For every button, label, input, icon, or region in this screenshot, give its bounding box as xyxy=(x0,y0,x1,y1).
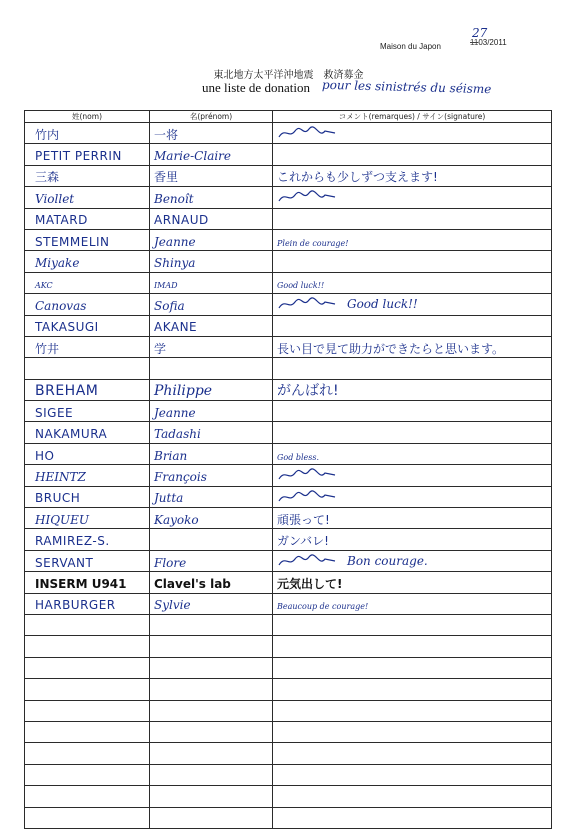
table-row xyxy=(25,721,552,742)
cell-prenom xyxy=(150,208,273,229)
cell-nom xyxy=(25,422,150,443)
table-row xyxy=(25,144,552,165)
cell-nom xyxy=(25,700,150,721)
cell-prenom xyxy=(150,379,273,400)
cell-nom xyxy=(25,315,150,336)
handwritten-prenom: AKANE xyxy=(154,320,198,335)
cell-nom xyxy=(25,721,150,742)
handwritten-remarque: 頑張って! xyxy=(277,512,330,527)
cell-prenom xyxy=(150,486,273,507)
cell-prenom xyxy=(150,614,273,635)
handwritten-nom: HIQUEU xyxy=(35,512,90,527)
cell-remarque xyxy=(273,251,552,272)
table-row xyxy=(25,379,552,400)
cell-nom xyxy=(25,336,150,357)
handwritten-prenom: Brian xyxy=(154,448,188,463)
cell-nom xyxy=(25,229,150,250)
cell-nom xyxy=(25,401,150,422)
cell-prenom xyxy=(150,422,273,443)
cell-nom xyxy=(25,144,150,165)
handwritten-remarque: Beaucoup de courage! xyxy=(277,602,369,612)
column-header-prenom: 名(prénom) xyxy=(150,111,273,123)
cell-remarque xyxy=(273,508,552,529)
cell-nom xyxy=(25,550,150,571)
cell-nom xyxy=(25,251,150,272)
table-row xyxy=(25,700,552,721)
handwritten-prenom: François xyxy=(154,469,207,484)
cell-prenom xyxy=(150,529,273,550)
column-header-remarque: コメント(remarques) / サイン(signature) xyxy=(273,111,552,123)
handwritten-nom: MATARD xyxy=(35,213,88,228)
table-row xyxy=(25,187,552,208)
cell-remarque xyxy=(273,187,552,208)
handwritten-prenom: Tadashi xyxy=(154,427,201,442)
signature-scribble xyxy=(277,189,337,205)
handwritten-nom: 三森 xyxy=(35,170,60,185)
title-french: une liste de donation xyxy=(202,80,310,95)
date-rest: 03/2011 xyxy=(478,38,507,47)
cell-prenom xyxy=(150,721,273,742)
handwritten-nom xyxy=(29,812,35,826)
cell-remarque xyxy=(273,486,552,507)
handwritten-nom: BREHAM xyxy=(35,383,99,400)
signature-group xyxy=(277,489,547,505)
handwritten-nom xyxy=(29,363,35,377)
cell-remarque xyxy=(273,786,552,807)
handwritten-prenom: 一将 xyxy=(154,127,179,142)
cell-nom xyxy=(25,593,150,614)
cell-prenom xyxy=(150,144,273,165)
handwritten-nom xyxy=(29,748,35,762)
handwritten-prenom: Philippe xyxy=(154,383,213,400)
cell-nom xyxy=(25,208,150,229)
cell-prenom xyxy=(150,294,273,315)
handwritten-remarque: これからも少しずつ支えます! xyxy=(277,170,438,185)
signature-scribble xyxy=(277,467,337,483)
handwritten-prenom: IMAD xyxy=(154,281,178,291)
cell-nom xyxy=(25,294,150,315)
cell-remarque xyxy=(273,679,552,700)
cell-prenom xyxy=(150,636,273,657)
cell-prenom xyxy=(150,272,273,293)
handwritten-remarque: Good luck!! xyxy=(277,281,325,291)
cell-nom xyxy=(25,358,150,379)
cell-prenom xyxy=(150,187,273,208)
cell-remarque xyxy=(273,700,552,721)
table-row xyxy=(25,807,552,828)
handwritten-remarque: Good luck!! xyxy=(347,297,418,312)
handwritten-prenom: 香里 xyxy=(154,170,179,185)
signature-group xyxy=(277,189,547,205)
table-row xyxy=(25,422,552,443)
handwritten-prenom: Jeanne xyxy=(154,234,196,249)
handwritten-nom xyxy=(29,662,35,676)
handwritten-remarque: Bon courage. xyxy=(347,554,428,568)
cell-prenom xyxy=(150,679,273,700)
cell-nom xyxy=(25,187,150,208)
cell-prenom xyxy=(150,508,273,529)
handwritten-nom: HO xyxy=(35,448,55,463)
table-row xyxy=(25,508,552,529)
cell-nom xyxy=(25,807,150,828)
handwritten-nom: HARBURGER xyxy=(35,598,116,613)
table-row xyxy=(25,529,552,550)
cell-prenom xyxy=(150,336,273,357)
cell-nom xyxy=(25,572,150,593)
handwritten-remarque: がんばれ! xyxy=(277,382,339,399)
cell-remarque xyxy=(273,657,552,678)
column-header-nom: 姓(nom) xyxy=(25,111,150,123)
handwritten-remarque: 元気出して! xyxy=(277,576,343,591)
cell-remarque xyxy=(273,358,552,379)
cell-remarque xyxy=(273,401,552,422)
handwritten-prenom: Sylvie xyxy=(154,598,191,613)
handwritten-remarque: 長い目で見て助力ができたらと思います。 xyxy=(277,341,505,356)
handwritten-prenom: Jutta xyxy=(154,491,184,506)
cell-nom xyxy=(25,764,150,785)
handwritten-remarque: ガンバレ! xyxy=(277,534,329,549)
handwritten-nom: Miyake xyxy=(35,256,80,271)
handwritten-nom: 竹井 xyxy=(35,341,60,356)
table-row xyxy=(25,465,552,486)
table-row xyxy=(25,443,552,464)
cell-remarque xyxy=(273,764,552,785)
table-row xyxy=(25,486,552,507)
cell-remarque xyxy=(273,465,552,486)
cell-prenom xyxy=(150,315,273,336)
table-row xyxy=(25,593,552,614)
table-row xyxy=(25,272,552,293)
handwritten-nom: BRUCH xyxy=(35,491,81,506)
handwritten-nom: RAMIREZ-S. xyxy=(35,534,110,549)
handwritten-nom xyxy=(29,791,35,805)
handwritten-nom: SERVANT xyxy=(35,555,94,570)
handwritten-prenom: Marie-Claire xyxy=(154,149,232,164)
handwritten-prenom: Jeanne xyxy=(154,405,196,420)
title-japanese: 東北地方太平洋沖地震 救済募金 xyxy=(213,70,364,81)
cell-nom xyxy=(25,679,150,700)
handwritten-nom xyxy=(29,620,35,634)
signature-group xyxy=(277,553,547,569)
cell-prenom xyxy=(150,700,273,721)
table-row xyxy=(25,636,552,657)
title-handwritten: pour les sinistrés du séisme xyxy=(321,77,492,97)
cell-prenom xyxy=(150,401,273,422)
cell-nom xyxy=(25,165,150,186)
cell-remarque xyxy=(273,422,552,443)
cell-nom xyxy=(25,486,150,507)
handwritten-nom xyxy=(29,705,35,719)
cell-prenom xyxy=(150,443,273,464)
signature-group xyxy=(277,125,547,141)
cell-remarque xyxy=(273,272,552,293)
cell-nom xyxy=(25,743,150,764)
cell-remarque xyxy=(273,165,552,186)
header-organization: Maison du Japon xyxy=(380,42,441,51)
cell-remarque xyxy=(273,443,552,464)
table-row xyxy=(25,208,552,229)
cell-prenom xyxy=(150,743,273,764)
table-row xyxy=(25,550,552,571)
table-row xyxy=(25,358,552,379)
cell-remarque xyxy=(273,572,552,593)
table-row xyxy=(25,165,552,186)
donation-table xyxy=(24,110,552,829)
cell-remarque xyxy=(273,379,552,400)
cell-nom xyxy=(25,443,150,464)
cell-nom xyxy=(25,636,150,657)
table-row xyxy=(25,251,552,272)
table-row xyxy=(25,614,552,635)
cell-remarque xyxy=(273,529,552,550)
date-original: 11 xyxy=(470,38,479,47)
handwritten-nom xyxy=(29,641,35,655)
table-row xyxy=(25,401,552,422)
cell-prenom xyxy=(150,251,273,272)
cell-nom xyxy=(25,379,150,400)
cell-nom xyxy=(25,123,150,144)
table-row xyxy=(25,294,552,315)
handwritten-nom: HEINTZ xyxy=(35,469,86,484)
cell-prenom xyxy=(150,786,273,807)
handwritten-nom xyxy=(29,727,35,741)
date-corrected: 27 xyxy=(472,26,488,40)
header-date xyxy=(470,26,507,47)
cell-remarque xyxy=(273,743,552,764)
table-row xyxy=(25,657,552,678)
cell-remarque xyxy=(273,636,552,657)
handwritten-nom: STEMMELIN xyxy=(35,234,110,249)
table-row xyxy=(25,229,552,250)
handwritten-remarque: God bless. xyxy=(277,452,320,462)
cell-nom xyxy=(25,786,150,807)
cell-remarque xyxy=(273,614,552,635)
handwritten-nom: SIGEE xyxy=(35,405,74,420)
cell-prenom xyxy=(150,657,273,678)
cell-nom xyxy=(25,529,150,550)
table-row xyxy=(25,123,552,144)
handwritten-remarque: Plein de courage! xyxy=(277,238,349,248)
handwritten-nom: PETIT PERRIN xyxy=(35,149,122,164)
table-row xyxy=(25,743,552,764)
handwritten-prenom: 学 xyxy=(154,341,167,356)
cell-nom xyxy=(25,614,150,635)
handwritten-nom: Canovas xyxy=(35,298,87,313)
cell-prenom xyxy=(150,807,273,828)
handwritten-prenom: Sofia xyxy=(154,298,185,313)
cell-prenom xyxy=(150,465,273,486)
table-row xyxy=(25,679,552,700)
cell-nom xyxy=(25,508,150,529)
signature-scribble xyxy=(277,489,337,505)
handwritten-nom: NAKAMURA xyxy=(35,427,108,442)
handwritten-nom: 竹内 xyxy=(35,127,60,142)
cell-prenom xyxy=(150,358,273,379)
cell-prenom xyxy=(150,123,273,144)
cell-nom xyxy=(25,657,150,678)
handwritten-prenom: Clavel's lab xyxy=(154,576,231,591)
cell-remarque xyxy=(273,550,552,571)
cell-nom xyxy=(25,465,150,486)
cell-prenom xyxy=(150,593,273,614)
table-header-row xyxy=(25,111,552,123)
cell-remarque xyxy=(273,229,552,250)
handwritten-nom xyxy=(29,769,35,783)
handwritten-nom: INSERM U941 xyxy=(35,576,127,591)
handwritten-prenom: Shinya xyxy=(154,256,196,271)
table-row xyxy=(25,315,552,336)
table-row xyxy=(25,764,552,785)
handwritten-prenom: Benoît xyxy=(154,191,194,206)
cell-remarque xyxy=(273,123,552,144)
table-row xyxy=(25,786,552,807)
handwritten-prenom: ARNAUD xyxy=(154,213,209,228)
signature-scribble xyxy=(277,553,337,569)
cell-remarque xyxy=(273,336,552,357)
cell-remarque xyxy=(273,208,552,229)
cell-remarque xyxy=(273,593,552,614)
table-row xyxy=(25,572,552,593)
cell-prenom xyxy=(150,572,273,593)
cell-remarque xyxy=(273,721,552,742)
cell-prenom xyxy=(150,550,273,571)
signature-group xyxy=(277,296,547,312)
cell-prenom xyxy=(150,229,273,250)
handwritten-nom xyxy=(29,684,35,698)
cell-prenom xyxy=(150,165,273,186)
cell-remarque xyxy=(273,807,552,828)
handwritten-nom: TAKASUGI xyxy=(35,320,99,335)
cell-prenom xyxy=(150,764,273,785)
signature-scribble xyxy=(277,125,337,141)
cell-remarque xyxy=(273,144,552,165)
cell-nom xyxy=(25,272,150,293)
handwritten-prenom: Kayoko xyxy=(154,512,199,527)
cell-remarque xyxy=(273,315,552,336)
handwritten-nom: Viollet xyxy=(35,191,75,206)
table-row xyxy=(25,336,552,357)
handwritten-prenom: Flore xyxy=(154,555,187,570)
signature-scribble xyxy=(277,296,337,312)
cell-remarque xyxy=(273,294,552,315)
signature-group xyxy=(277,467,547,483)
handwritten-nom: AKC xyxy=(35,281,53,291)
